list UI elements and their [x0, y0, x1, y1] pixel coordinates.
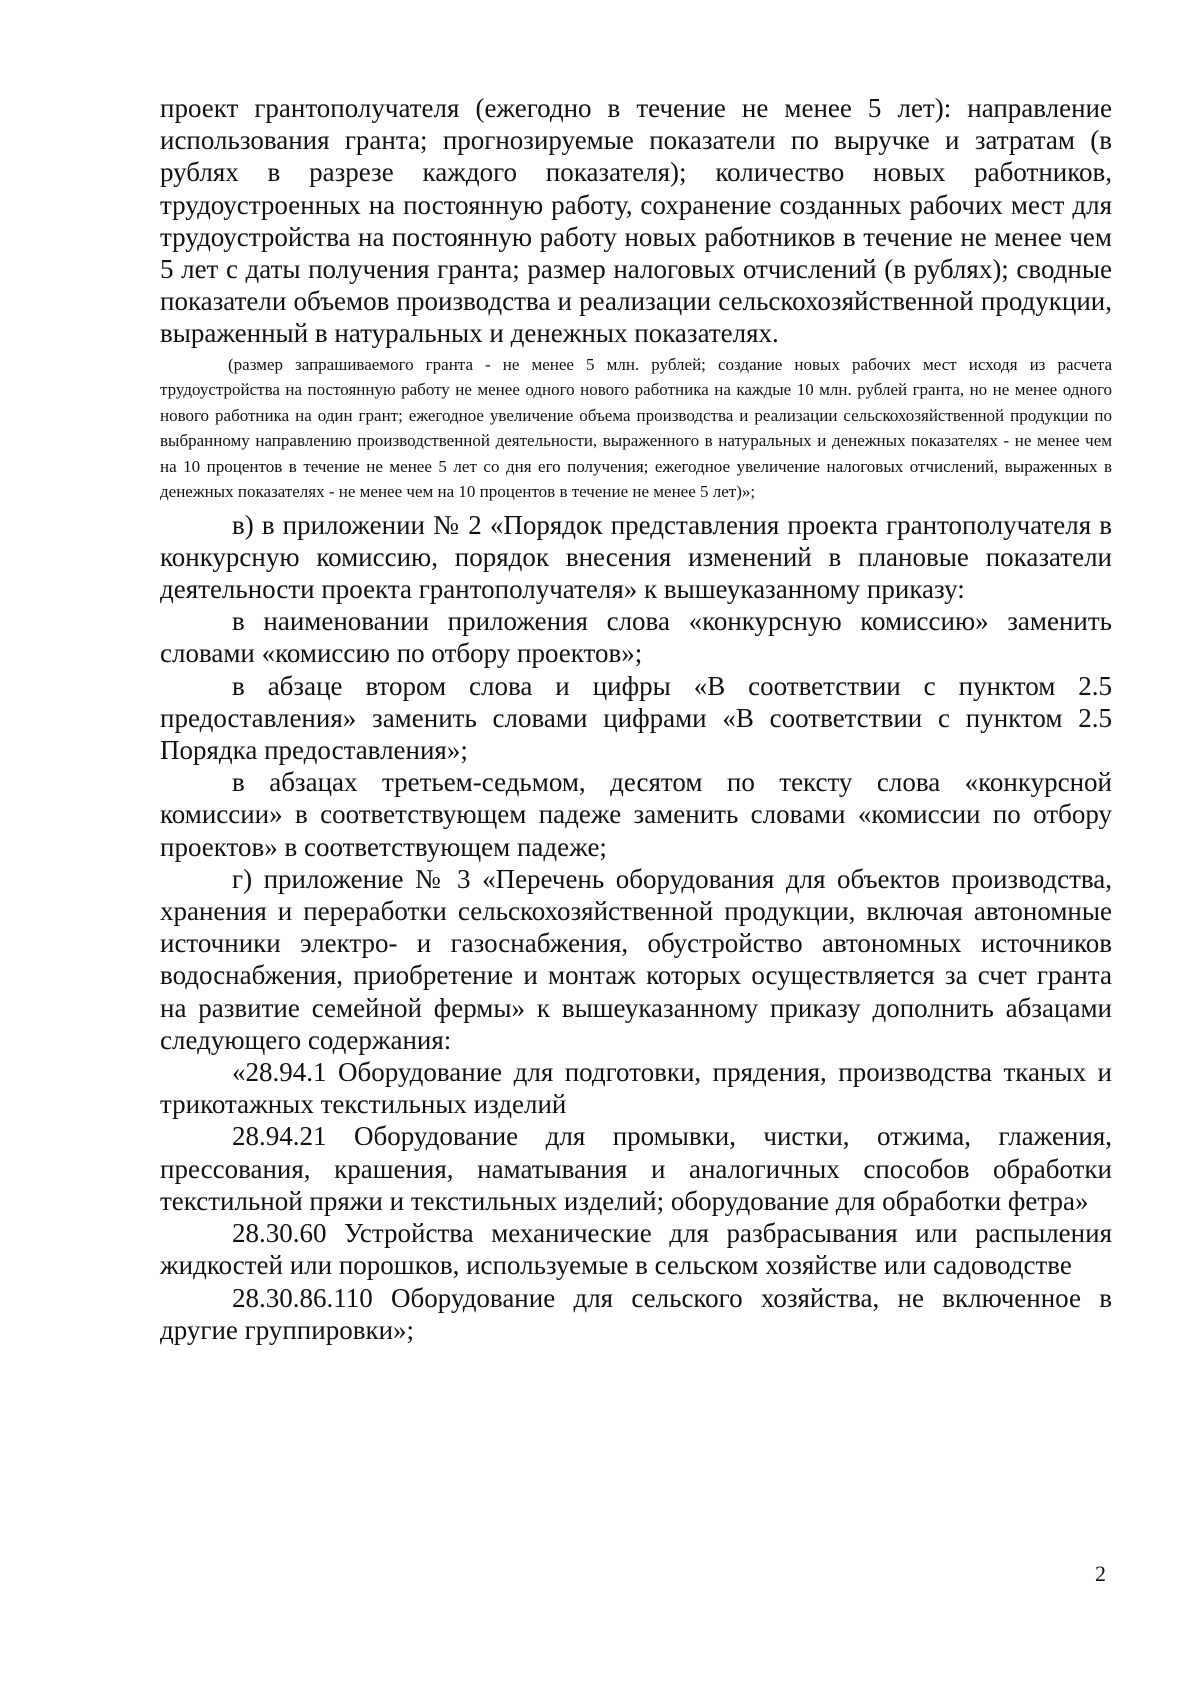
paragraph-commission-wording-change: в абзацах третьем-седьмом, десятом по тексту слова «конкурсной комиссии» в соответствующем падеже заменить словами «комиссии по отбору проектов» в соответствующем падеже; [160, 767, 1112, 862]
paragraph-code-28-94-1: «28.94.1 Оборудование для подготовки, прядения, производства тканых и трикотажных текстильных изделий [160, 1057, 1112, 1120]
note-grant-requirements: (размер запрашиваемого гранта - не менее 5 млн. рублей; создание новых рабочих мест исходя из расчета трудоустройства на постоянную работу не менее одного нового работника на каждые 10 млн. рублей гранта, но не менее одного нового работника на один грант; ежегодное увеличение объема производства и реализации сельскохозяйственной продукции по выбранному направлению производственной деятельности, выраженного в натуральных и денежных показателях - не менее чем на 10 процентов в течение не менее 5 лет со дня его получения; ежегодное увеличение налоговых отчислений, выраженных в денежных показателях - не менее чем на 10 процентов в течение не менее 5 лет)»; [160, 354, 1112, 502]
page-number: 2 [1095, 1561, 1106, 1586]
document-page [160, 92, 1112, 1346]
paragraph-code-28-30-60: 28.30.60 Устройства механические для разбрасывания или распыления жидкостей или порошков, используемые в сельском хозяйстве или садоводстве [160, 1218, 1112, 1281]
paragraph-appendix-title-change: в наименовании приложения слова «конкурсную комиссию» заменить словами «комиссию по отбору проектов»; [160, 606, 1112, 669]
paragraph-second-abzac-change: в абзаце втором слова и цифры «В соответствии с пунктом 2.5 предоставления» заменить словами цифрами «В соответствии с пунктом 2.5 Порядка предоставления»; [160, 670, 1112, 766]
paragraph-appendix-2: в) в приложении № 2 «Порядок представления проекта грантополучателя в конкурсную комиссию, порядок внесения изменений в плановые показатели деятельности проекта грантополучателя» к вышеуказанному приказу: [160, 509, 1112, 605]
paragraph-appendix-3: г) приложение № 3 «Перечень оборудования для объектов производства, хранения и переработки сельскохозяйственной продукции, включая автономные источники электро- и газоснабжения, обустройство автономных источников водоснабжения, приобретение и монтаж которых осуществляется за счет гранта на развитие семейной фермы» к вышеуказанному приказу дополнить абзацами следующего содержания: [160, 863, 1112, 1055]
paragraph-code-28-94-21: 28.94.21 Оборудование для промывки, чистки, отжима, глажения, прессования, крашения, наматывания и аналогичных способов обработки текстильной пряжи и текстильных изделий; оборудование для обработки фетра» [160, 1121, 1112, 1216]
paragraph-project-indicators: проект грантополучателя (ежегодно в течение не менее 5 лет): направление использования гранта; прогнозируемые показатели по выручке и затратам (в рублях в разрезе каждого показателя); количество новых работников, трудоустроенных на постоянную работу, сохранение созданных рабочих мест для трудоустройства на постоянную работу новых работников в течение не менее чем 5 лет с даты получения гранта; размер налоговых отчислений (в рублях); сводные показатели объемов производства и реализации сельскохозяйственной продукции, выраженный в натуральных и денежных показателях. [160, 93, 1112, 349]
paragraph-code-28-30-86-110: 28.30.86.110 Оборудование для сельского хозяйства, не включенное в другие группировки»; [160, 1282, 1112, 1345]
